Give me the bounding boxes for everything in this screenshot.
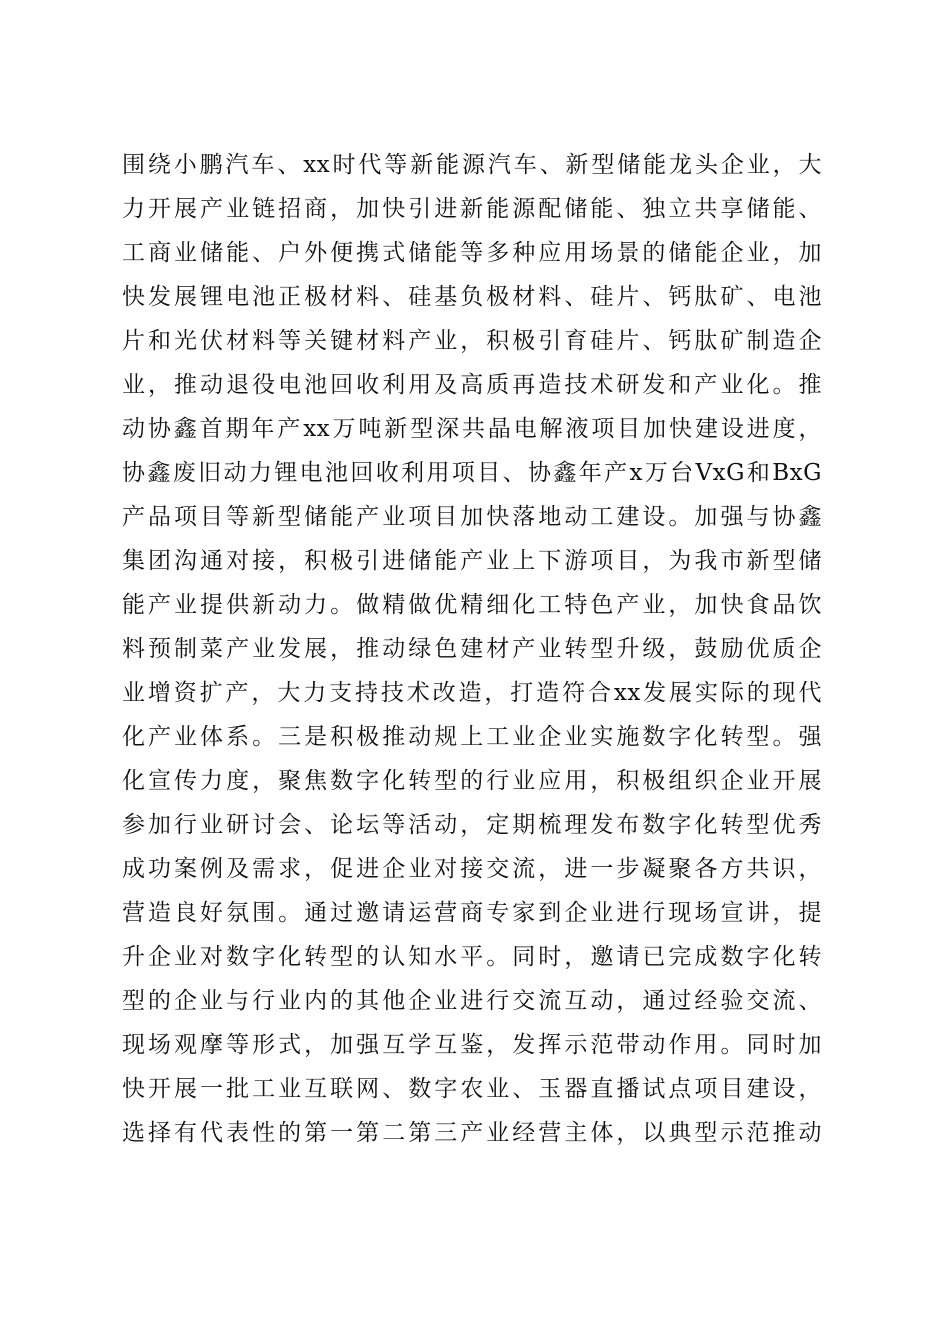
text-line-19: 升企业对数字化转型的认知水平。同时，邀请已完成数字化转 <box>122 944 822 970</box>
text-line-6: 业，推动退役电池回收利用及高质再造技术研发和产业化。推 <box>122 372 822 398</box>
text-line-8: 协鑫废旧动力锂电池回收利用项目、协鑫年产x万台VxG和BxG <box>122 460 822 486</box>
text-line-14: 化产业体系。三是积极推动规上工业企业实施数字化转型。强 <box>122 724 822 750</box>
text-line-17: 成功案例及需求，促进企业对接交流，进一步凝聚各方共识， <box>122 856 822 882</box>
text-line-5: 片和光伏材料等关键材料产业，积极引育硅片、钙肽矿制造企 <box>122 328 822 354</box>
text-line-9: 产品项目等新型储能产业项目加快落地动工建设。加强与协鑫 <box>122 504 822 530</box>
text-line-15: 化宣传力度，聚焦数字化转型的行业应用，积极组织企业开展 <box>122 768 822 794</box>
body-paragraph <box>122 143 822 1155</box>
text-line-18: 营造良好氛围。通过邀请运营商专家到企业进行现场宣讲，提 <box>122 900 822 926</box>
text-line-12: 料预制菜产业发展，推动绿色建材产业转型升级，鼓励优质企 <box>122 636 822 662</box>
text-line-13: 业增资扩产，大力支持技术改造，打造符合xx发展实际的现代 <box>122 680 822 706</box>
text-line-7: 动协鑫首期年产xx万吨新型深共晶电解液项目加快建设进度， <box>122 416 822 442</box>
text-line-23: 选择有代表性的第一第二第三产业经营主体，以典型示范推动 <box>122 1120 822 1146</box>
text-line-16: 参加行业研讨会、论坛等活动，定期梳理发布数字化转型优秀 <box>122 812 822 838</box>
text-line-20: 型的企业与行业内的其他企业进行交流互动，通过经验交流、 <box>122 988 822 1014</box>
text-line-21: 现场观摩等形式，加强互学互鉴，发挥示范带动作用。同时加 <box>122 1032 822 1058</box>
text-line-1: 围绕小鹏汽车、xx时代等新能源汽车、新型储能龙头企业，大 <box>122 152 822 178</box>
text-line-10: 集团沟通对接，积极引进储能产业上下游项目，为我市新型储 <box>122 548 822 574</box>
text-line-2: 力开展产业链招商，加快引进新能源配储能、独立共享储能、 <box>122 196 822 222</box>
text-line-11: 能产业提供新动力。做精做优精细化工特色产业，加快食品饮 <box>122 592 822 618</box>
text-line-22: 快开展一批工业互联网、数字农业、玉器直播试点项目建设， <box>122 1076 822 1102</box>
text-line-3: 工商业储能、户外便携式储能等多种应用场景的储能企业，加 <box>122 240 822 266</box>
text-line-4: 快发展锂电池正极材料、硅基负极材料、硅片、钙肽矿、电池 <box>122 284 822 310</box>
